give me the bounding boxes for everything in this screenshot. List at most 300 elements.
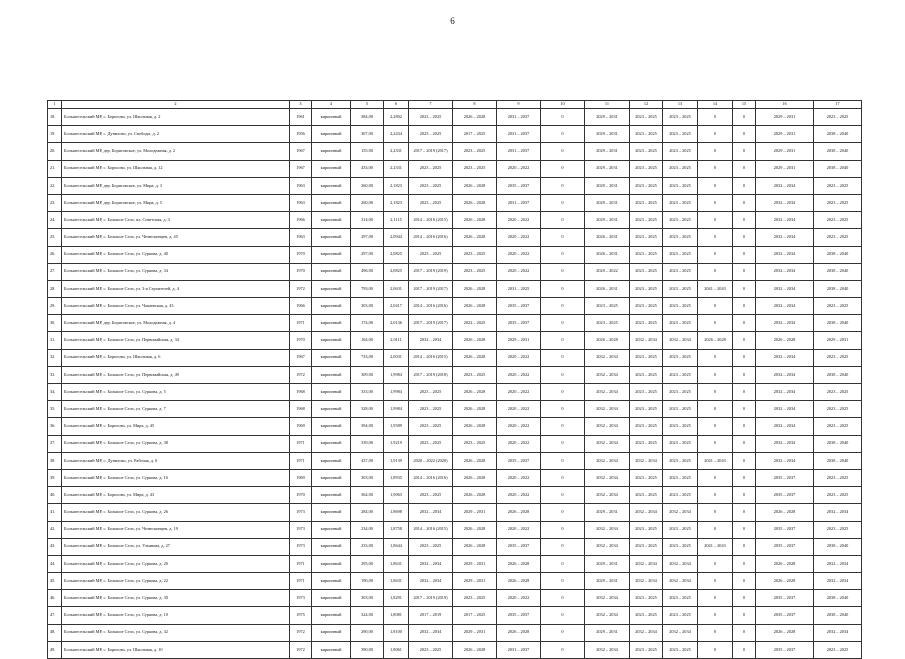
table-cell: 2023 – 2025 (663, 126, 698, 143)
table-cell: 0 (733, 298, 756, 315)
table-cell: 2023 – 2025 (630, 401, 663, 418)
table-cell: 0 (541, 298, 585, 315)
table-cell: 2020 – 2022 (497, 366, 541, 383)
address-cell: Большесельский МР, с. Большое Село, ул. Ульянова, д. 27 (62, 538, 290, 555)
table-cell: 0 (733, 504, 756, 521)
row-number-cell: 24. (48, 212, 62, 229)
table-cell: 2023 – 2025 (663, 401, 698, 418)
table-cell: 1,9139 (384, 452, 409, 469)
table-cell: 2029 – 2031 (585, 194, 630, 211)
table-cell: 0 (698, 641, 733, 658)
table-row (48, 487, 862, 504)
table-row (48, 263, 862, 280)
table-cell: 2038 – 2040 (814, 590, 862, 607)
table-cell: 2023 – 2025 (814, 384, 862, 401)
table-cell: 2032 – 2034 (756, 401, 814, 418)
table-cell: 0 (733, 366, 756, 383)
table-cell: 2020 – 2022 (497, 160, 541, 177)
table-cell: 0 (698, 469, 733, 486)
row-number-cell: 25. (48, 229, 62, 246)
table-cell: 2,0825 (384, 263, 409, 280)
table-cell: 1,9984 (384, 401, 409, 418)
table-cell: 1970 (290, 487, 312, 504)
table-cell: 0 (541, 452, 585, 469)
address-cell: Большесельский МР, с. Большое Село, ул. Суркова, д. 5 (62, 384, 290, 401)
table-cell: 2023 – 2025 (630, 229, 663, 246)
table-cell: 1971 (290, 315, 312, 332)
table-cell: кирпичный (312, 521, 351, 538)
column-header-12: 12 (630, 101, 663, 109)
table-cell: 394,00 (351, 418, 384, 435)
table-cell: 2023 – 2025 (663, 452, 698, 469)
table-cell: 1970 (290, 263, 312, 280)
table-cell: 1956 (290, 126, 312, 143)
address-cell: Большесельский МР, с. Большое Село, ул. Суркова, д. 32 (62, 624, 290, 641)
address-cell: Большесельский МР, дер. Борисовское, ул. Молодежная, д. 2 (62, 143, 290, 160)
table-cell: 2020 – 2022 (497, 418, 541, 435)
table-cell: 0 (541, 469, 585, 486)
table-row (48, 624, 862, 641)
table-cell: 0 (733, 641, 756, 658)
table-cell: 2032 – 2034 (756, 280, 814, 297)
address-cell: Большесельский МР, дер. Борисовское, ул. Мира, д. 3 (62, 177, 290, 194)
table-cell: 1,8631 (384, 555, 409, 572)
table-cell: 2023 – 2025 (663, 315, 698, 332)
table-cell: 2038 – 2040 (814, 160, 862, 177)
table-cell: 2032 – 2034 (814, 573, 862, 590)
table-cell: 2,2802 (384, 109, 409, 126)
table-cell: 1967 (290, 349, 312, 366)
table-cell: 2023 – 2025 (453, 590, 497, 607)
table-cell: 2023 – 2025 (630, 280, 663, 297)
table-cell: 2026 – 2028 (756, 332, 814, 349)
table-cell: 2029 – 2031 (756, 160, 814, 177)
table-cell: 303,00 (351, 469, 384, 486)
table-cell: 2035 – 2037 (756, 487, 814, 504)
column-header-1: 1 (48, 101, 62, 109)
table-cell: 1971 (290, 435, 312, 452)
table-cell: 2023 – 2025 (663, 177, 698, 194)
table-cell: 2032 – 2034 (814, 624, 862, 641)
table-cell: 2023 – 2025 (630, 315, 663, 332)
table-cell: 2032 – 2034 (409, 555, 453, 572)
table-cell: 0 (698, 315, 733, 332)
table-cell: 2038 – 2040 (814, 452, 862, 469)
table-cell: 0 (733, 435, 756, 452)
table-cell: 2017 – 2019 (2017) (409, 315, 453, 332)
table-cell: 0 (698, 177, 733, 194)
table-cell: 2023 – 2025 (630, 641, 663, 658)
table-cell: 0 (733, 521, 756, 538)
table-cell: 2023 – 2025 (814, 401, 862, 418)
table-cell: 2023 – 2025 (814, 194, 862, 211)
table-cell: 290,00 (351, 624, 384, 641)
table-row (48, 435, 862, 452)
table-cell: 0 (698, 109, 733, 126)
table-cell: 2029 – 2031 (453, 555, 497, 572)
column-header-10: 10 (541, 101, 585, 109)
table-cell: 0 (541, 504, 585, 521)
table-cell: 2032 – 2034 (756, 263, 814, 280)
table-cell: 2032 – 2034 (630, 452, 663, 469)
table-cell: 0 (698, 504, 733, 521)
row-number-cell: 35. (48, 401, 62, 418)
table-cell: 2023 – 2025 (409, 384, 453, 401)
table-cell: кирпичный (312, 590, 351, 607)
table-cell: кирпичный (312, 401, 351, 418)
address-cell: Большесельский МР, с. Борисово, ул. Мира, д. 45 (62, 418, 290, 435)
table-cell: 297,00 (351, 229, 384, 246)
table-cell: 2032 – 2034 (409, 332, 453, 349)
table-cell: 2032 – 2034 (663, 624, 698, 641)
table-cell: 2032 – 2034 (756, 315, 814, 332)
table-cell: 2017 – 2025 (453, 607, 497, 624)
table-cell: 2023 – 2025 (409, 401, 453, 418)
table-cell: 0 (733, 538, 756, 555)
table-cell: 2032 – 2034 (585, 607, 630, 624)
table-cell: 2026 – 2028 (497, 504, 541, 521)
table-cell: 2032 – 2034 (756, 366, 814, 383)
table-cell: 1,8644 (384, 538, 409, 555)
table-cell: 0 (733, 263, 756, 280)
table-cell: 2032 – 2034 (756, 212, 814, 229)
address-cell: Большесельский МР, с. Большое Село, ул. Суркова, д. 40 (62, 246, 290, 263)
table-cell: кирпичный (312, 315, 351, 332)
table-row (48, 229, 862, 246)
table-cell: 2020 – 2022 (497, 469, 541, 486)
table-cell: 1975 (290, 607, 312, 624)
capital-repair-schedule-table (47, 100, 862, 659)
table-row (48, 212, 862, 229)
table-cell: 2035 – 2037 (497, 315, 541, 332)
table-cell: 2041 – 2043 (698, 452, 733, 469)
table-cell: 2023 – 2025 (814, 641, 862, 658)
table-cell: 1966 (290, 212, 312, 229)
table-cell: 2041 – 2043 (698, 280, 733, 297)
row-number-cell: 21. (48, 160, 62, 177)
table-cell: 2038 – 2040 (814, 366, 862, 383)
table-cell: 2,0031 (384, 349, 409, 366)
table-cell: 164,00 (351, 332, 384, 349)
table-cell: 2020 – 2022 (585, 263, 630, 280)
table-cell: 2032 – 2034 (663, 504, 698, 521)
table-cell: 2,0417 (384, 298, 409, 315)
table-cell: 0 (541, 349, 585, 366)
table-cell: 2023 – 2025 (409, 641, 453, 658)
table-cell: 2032 – 2034 (409, 573, 453, 590)
table-cell: 0 (541, 366, 585, 383)
table-cell: 0 (733, 160, 756, 177)
table-cell: 2032 – 2034 (585, 349, 630, 366)
table-cell: 2032 – 2034 (756, 452, 814, 469)
table-cell: 0 (541, 573, 585, 590)
row-number-cell: 38. (48, 452, 62, 469)
table-cell: 2017 – 2019 (2019) (409, 590, 453, 607)
table-cell: 1969 (290, 418, 312, 435)
table-cell: кирпичный (312, 435, 351, 452)
table-cell: 0 (733, 469, 756, 486)
table-cell: 2023 – 2025 (630, 521, 663, 538)
table-cell: 2032 – 2034 (756, 384, 814, 401)
table-cell: 0 (733, 246, 756, 263)
table-cell: 433,00 (351, 160, 384, 177)
table-cell: 0 (733, 573, 756, 590)
table-cell: 2029 – 2031 (585, 177, 630, 194)
table-cell: 295,00 (351, 555, 384, 572)
table-cell: 2029 – 2031 (585, 504, 630, 521)
address-cell: Большесельский МР, с. Большое Село, ул. Суркова, д. 26 (62, 504, 290, 521)
address-cell: Большесельский МР, с. Большое Село, ул. Первомайская, д. 34 (62, 332, 290, 349)
table-cell: 2023 – 2025 (663, 143, 698, 160)
table-cell: 2032 – 2034 (585, 384, 630, 401)
table-cell: кирпичный (312, 349, 351, 366)
table-row (48, 126, 862, 143)
row-number-cell: 37. (48, 435, 62, 452)
table-cell: 190,00 (351, 573, 384, 590)
table-cell: 0 (541, 280, 585, 297)
row-number-cell: 28. (48, 280, 62, 297)
table-cell: кирпичный (312, 126, 351, 143)
table-cell: 2026 – 2028 (453, 521, 497, 538)
table-cell: 2023 – 2025 (630, 143, 663, 160)
table-cell: 384,00 (351, 109, 384, 126)
table-cell: 1,8758 (384, 521, 409, 538)
table-cell: кирпичный (312, 384, 351, 401)
table-cell: 2026 – 2028 (453, 332, 497, 349)
table-cell: 0 (541, 521, 585, 538)
table-row (48, 315, 862, 332)
address-cell: Большесельский МР, с. Большое Село, ул. Первомайская, д. 49 (62, 366, 290, 383)
column-header-9: 9 (497, 101, 541, 109)
table-cell: 2017 – 2019 (2019) (409, 263, 453, 280)
row-number-cell: 20. (48, 143, 62, 160)
table-cell: 2026 – 2028 (453, 384, 497, 401)
table-cell: 307,00 (351, 126, 384, 143)
table-cell: 2035 – 2037 (756, 590, 814, 607)
table-cell: 2023 – 2025 (453, 366, 497, 383)
column-header-13: 13 (663, 101, 698, 109)
table-cell: 1,9984 (384, 384, 409, 401)
table-cell: 1972 (290, 280, 312, 297)
table-cell: 333,00 (351, 384, 384, 401)
table-row (48, 590, 862, 607)
row-number-cell: 39. (48, 469, 62, 486)
address-cell: Большесельский МР, с. Большое Село, ул. Суркова, д. 30 (62, 590, 290, 607)
table-cell: 2032 – 2034 (756, 298, 814, 315)
row-number-cell: 23. (48, 194, 62, 211)
table-cell: 2029 – 2031 (756, 143, 814, 160)
table-cell: 2029 – 2031 (585, 126, 630, 143)
table-header-row (48, 101, 862, 109)
table-cell: 2023 – 2025 (663, 212, 698, 229)
table-cell: 2023 – 2025 (409, 418, 453, 435)
table-cell: 174,00 (351, 315, 384, 332)
table-cell: 2,1823 (384, 194, 409, 211)
table-cell: 2017 – 2019 (409, 607, 453, 624)
table-cell: 2,2331 (384, 143, 409, 160)
page-number: 6 (450, 16, 455, 26)
table-cell: 0 (733, 315, 756, 332)
table-cell: кирпичный (312, 194, 351, 211)
table-cell: 0 (733, 487, 756, 504)
table-cell: кирпичный (312, 469, 351, 486)
table-row (48, 641, 862, 658)
row-number-cell: 33. (48, 366, 62, 383)
table-cell: 2026 – 2031 (585, 229, 630, 246)
table-cell: 2017 – 2019 (2017) (409, 143, 453, 160)
table-cell: 0 (698, 607, 733, 624)
table-cell: кирпичный (312, 641, 351, 658)
table-cell: 0 (733, 384, 756, 401)
table-cell: 2023 – 2025 (585, 298, 630, 315)
table-cell: 0 (733, 229, 756, 246)
table-cell: 2026 – 2028 (756, 573, 814, 590)
table-cell: 2029 – 2031 (585, 555, 630, 572)
table-cell: 2032 – 2034 (756, 177, 814, 194)
table-cell: 2029 – 2031 (756, 126, 814, 143)
table-cell: 2038 – 2040 (814, 435, 862, 452)
table-row (48, 109, 862, 126)
table-cell: 2035 – 2037 (497, 607, 541, 624)
table-cell: 2026 – 2031 (585, 280, 630, 297)
table-cell: 0 (698, 555, 733, 572)
table-cell: 2020 – 2022 (497, 487, 541, 504)
table-cell: 2014 – 2016 (2015) (409, 521, 453, 538)
table-cell: 2014 – 2016 (2016) (409, 298, 453, 315)
table-cell: 2035 – 2037 (497, 538, 541, 555)
table-cell: 0 (698, 590, 733, 607)
table-cell: 2032 – 2034 (585, 418, 630, 435)
table-cell: 1,8100 (384, 624, 409, 641)
table-row (48, 349, 862, 366)
column-header-8: 8 (453, 101, 497, 109)
table-cell: 155,00 (351, 143, 384, 160)
table-cell: 2031 – 2025 (497, 280, 541, 297)
table-cell: 1968 (290, 384, 312, 401)
table-cell: 0 (541, 418, 585, 435)
table-cell: 309,00 (351, 366, 384, 383)
table-cell: 2023 – 2025 (409, 246, 453, 263)
table-cell: 2026 – 2028 (453, 349, 497, 366)
table-cell: 2023 – 2025 (630, 177, 663, 194)
table-cell: 0 (541, 538, 585, 555)
table-cell: 2020 – 2022 (497, 590, 541, 607)
table-cell: 2017 – 2019 (2018) (409, 366, 453, 383)
table-cell: 2017 – 2019 (2017) (409, 280, 453, 297)
table-cell: 0 (698, 418, 733, 435)
row-number-cell: 31. (48, 332, 62, 349)
table-cell: 2038 – 2040 (814, 126, 862, 143)
table-cell: 2020 – 2022 (497, 435, 541, 452)
table-cell: 0 (541, 143, 585, 160)
table-cell: 2023 – 2025 (663, 109, 698, 126)
address-cell: Большесельский МР, с. Большое Село, ул. Челюскинцев, д. 45 (62, 229, 290, 246)
table-cell: 234,00 (351, 521, 384, 538)
table-cell: 0 (541, 212, 585, 229)
table-cell: 0 (541, 435, 585, 452)
table-cell: 2032 – 2034 (663, 555, 698, 572)
table-cell: 2032 – 2034 (756, 418, 814, 435)
table-cell: 0 (541, 624, 585, 641)
table-cell: 0 (541, 607, 585, 624)
table-cell: 0 (698, 212, 733, 229)
table-cell: 260,00 (351, 177, 384, 194)
table-cell: 2029 – 2031 (585, 212, 630, 229)
address-cell: Большесельский МР, с. Борисово, ул. Школьная, д. 12 (62, 160, 290, 177)
table-cell: 1,8061 (384, 641, 409, 658)
table-cell: 2023 – 2025 (814, 229, 862, 246)
row-number-cell: 22. (48, 177, 62, 194)
row-number-cell: 45. (48, 573, 62, 590)
table-cell: кирпичный (312, 504, 351, 521)
table-cell: 1971 (290, 555, 312, 572)
table-cell: кирпичный (312, 263, 351, 280)
table-cell: кирпичный (312, 452, 351, 469)
table-cell: 2023 – 2025 (630, 263, 663, 280)
table-cell: 2023 – 2025 (630, 469, 663, 486)
table-cell: 2026 – 2028 (453, 298, 497, 315)
table-row (48, 246, 862, 263)
table-cell: 0 (698, 246, 733, 263)
table-cell: 2023 – 2025 (409, 160, 453, 177)
column-header-5: 5 (351, 101, 384, 109)
table-cell: 1969 (290, 469, 312, 486)
table-cell: 2032 – 2034 (663, 332, 698, 349)
table-cell: 1,8698 (384, 504, 409, 521)
address-cell: Большесельский МР, с. Большое Село, ул. Суркова, д. 7 (62, 401, 290, 418)
table-cell: 2023 – 2025 (814, 298, 862, 315)
table-row (48, 298, 862, 315)
address-cell: Большесельский МР, с. Большое Село, ул. Суркова, д. 22 (62, 573, 290, 590)
table-cell: 0 (541, 641, 585, 658)
address-cell: Большесельский МР, с. Борисово, ул. Мира, д. 43 (62, 487, 290, 504)
table-cell: 284,00 (351, 504, 384, 521)
table-cell: 0 (733, 452, 756, 469)
table-cell: 2035 – 2037 (756, 538, 814, 555)
table-cell: 2032 – 2034 (756, 194, 814, 211)
table-cell: 2029 – 2031 (453, 573, 497, 590)
table-cell: 2020 – 2022 (497, 521, 541, 538)
table-cell: 2023 – 2025 (663, 487, 698, 504)
table-cell: 0 (541, 555, 585, 572)
table-cell: 1967 (290, 143, 312, 160)
table-cell: 2026 – 2028 (453, 418, 497, 435)
table-cell: 2038 – 2040 (814, 607, 862, 624)
table-cell: 0 (733, 177, 756, 194)
table-row (48, 469, 862, 486)
table-cell: 2023 – 2025 (663, 418, 698, 435)
table-cell: 2035 – 2037 (756, 469, 814, 486)
table-cell: 2023 – 2025 (453, 160, 497, 177)
row-number-cell: 36. (48, 418, 62, 435)
table-cell: 0 (541, 384, 585, 401)
table-cell: 2023 – 2025 (814, 349, 862, 366)
table-cell: 2023 – 2025 (409, 435, 453, 452)
table-cell: кирпичный (312, 418, 351, 435)
table-cell: 2023 – 2025 (814, 418, 862, 435)
table-cell: 2014 – 2016 (2016) (409, 229, 453, 246)
table-cell: 2023 – 2025 (663, 349, 698, 366)
table-cell: 2029 – 2031 (497, 332, 541, 349)
table-cell: 2026 – 2028 (453, 401, 497, 418)
table-cell: 2,1115 (384, 212, 409, 229)
table-cell: 2023 – 2025 (663, 590, 698, 607)
column-header-7: 7 (409, 101, 453, 109)
table-cell: кирпичный (312, 487, 351, 504)
row-number-cell: 48. (48, 624, 62, 641)
address-cell: Большесельский МР, с. Борисово, ул. Школьная, д. 10 (62, 641, 290, 658)
table-cell: 2032 – 2034 (585, 538, 630, 555)
